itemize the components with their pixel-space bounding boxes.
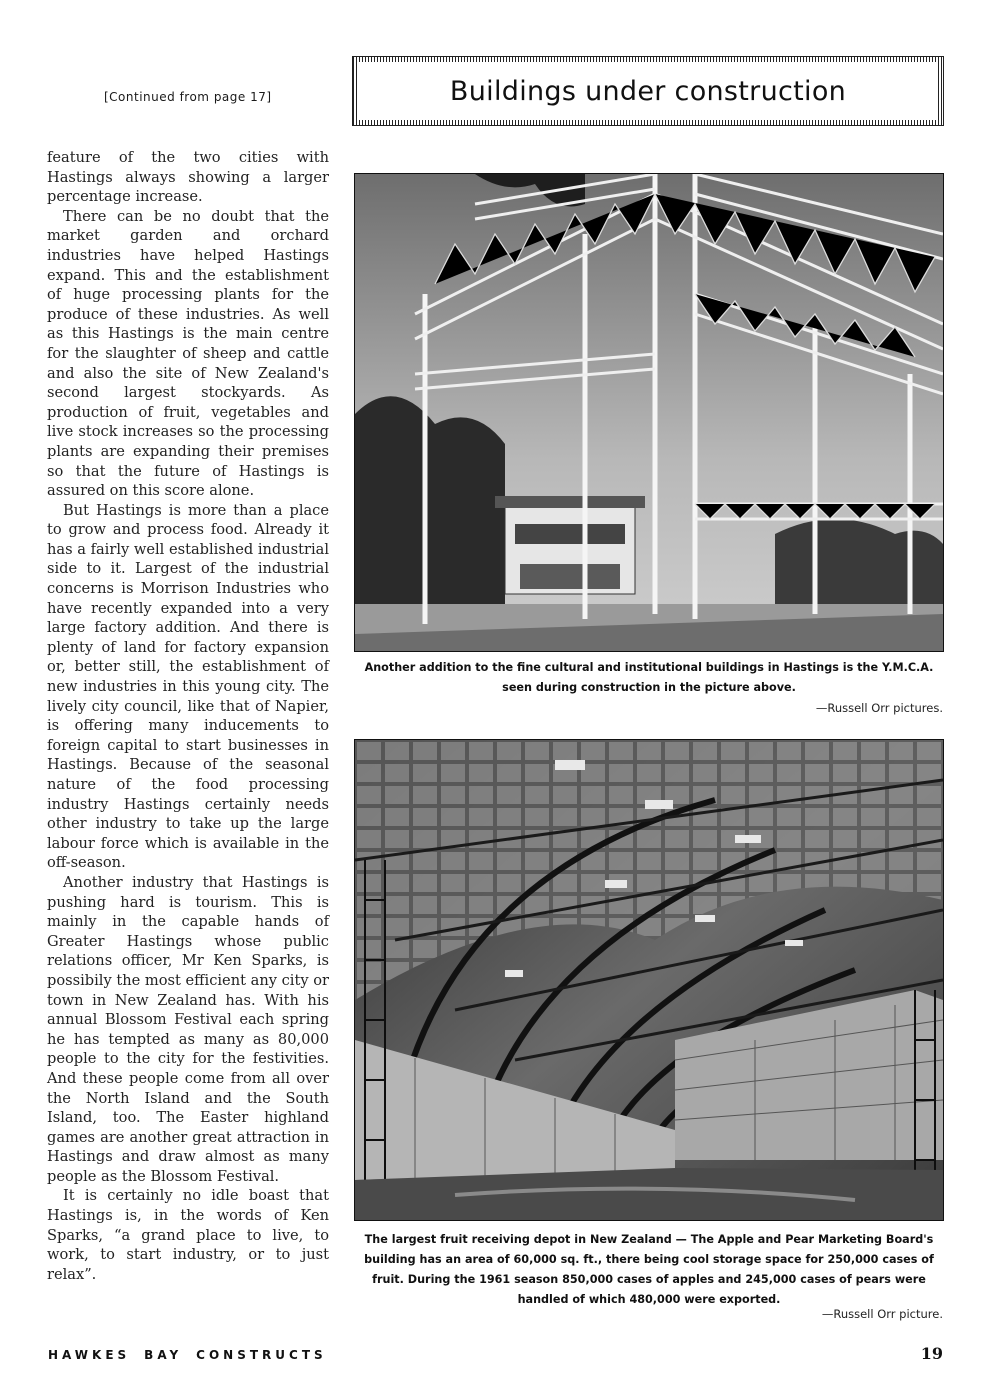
magazine-name-word: CONSTRUCTS xyxy=(196,1348,327,1362)
page-number: 19 xyxy=(920,1344,943,1363)
ymca-construction-photo xyxy=(354,173,944,652)
magazine-name-word: BAY xyxy=(144,1348,183,1362)
article-paragraph: feature of the two cities with Hastings always showing a larger percentage increase. xyxy=(47,149,329,206)
title-box xyxy=(352,56,944,126)
continued-note: [Continued from page 17] xyxy=(104,90,272,104)
ymca-photo-credit: —Russell Orr pictures. xyxy=(815,701,943,715)
article-column xyxy=(47,148,329,1284)
magazine-name xyxy=(48,1348,327,1362)
ymca-photo-caption: Another addition to the fine cultural and institutional buildings in Hastings is the Y.M.C.A. seen during construction in the picture above. xyxy=(364,661,934,694)
article-paragraph: There can be no doubt that the market garden and orchard industries have helped Hastings expand. This and the establishment of huge processing plants for the produce of these industries. As well as this Hastings is the main centre for the slaughter of sheep and cattle and also the site of New Zealand's second largest stockyards. As production of fruit, vegetables and live stock increases so the processing plants are expanding their premises so that the future of Hastings is assured on this score alone. xyxy=(47,207,329,500)
article-paragraph: It is certainly no idle boast that Hastings is, in the words of Ken Sparks, “a grand place to live, to work, to start industry, or to just relax”. xyxy=(47,1187,329,1283)
fruit-depot-photo-caption: The largest fruit receiving depot in New Zealand — The Apple and Pear Marketing Board's building has an area of 60,000 sq. ft., there being cool storage space for 250,000 cases of fruit. During the 1961 season 850,000 cases of apples and 245,000 cases of pears were handled of which 480,000 were exported. xyxy=(364,1233,934,1306)
magazine-name-word: HAWKES xyxy=(48,1348,131,1362)
fruit-depot-photo-credit: —Russell Orr picture. xyxy=(821,1307,943,1321)
page-title: Buildings under construction xyxy=(358,62,938,120)
article-paragraph: Another industry that Hastings is pushing hard is tourism. This is mainly in the capable hands of Greater Hastings whose public relations officer, Mr Ken Sparks, is possibily the most efficient any city or town in New Zealand has. With his annual Blossom Festival each spring he has tempted as many as 80,000 people to the city for the festivities. And these people come from all over the North Island and the South Island, too. The Easter highland games are another great attraction in Hastings and draw almost as many people as the Blossom Festival. xyxy=(47,873,329,1185)
article-paragraph: But Hastings is more than a place to grow and process food. Already it has a fairly well established industrial side to it. Largest of the industrial concerns is Morrison Industries who have recently expanded into a very large factory addition. And there is plenty of land for factory expansion or, better still, the establishment of new industries in this young city. The lively city council, like that of Napier, is offering many inducements to foreign capital to start businesses in Hastings. Because of the seasonal nature of the food processing industry Hastings certainly needs other industry to take up the large labour force which is available in the off-season. xyxy=(47,501,330,872)
fruit-depot-interior-photo xyxy=(354,739,944,1221)
